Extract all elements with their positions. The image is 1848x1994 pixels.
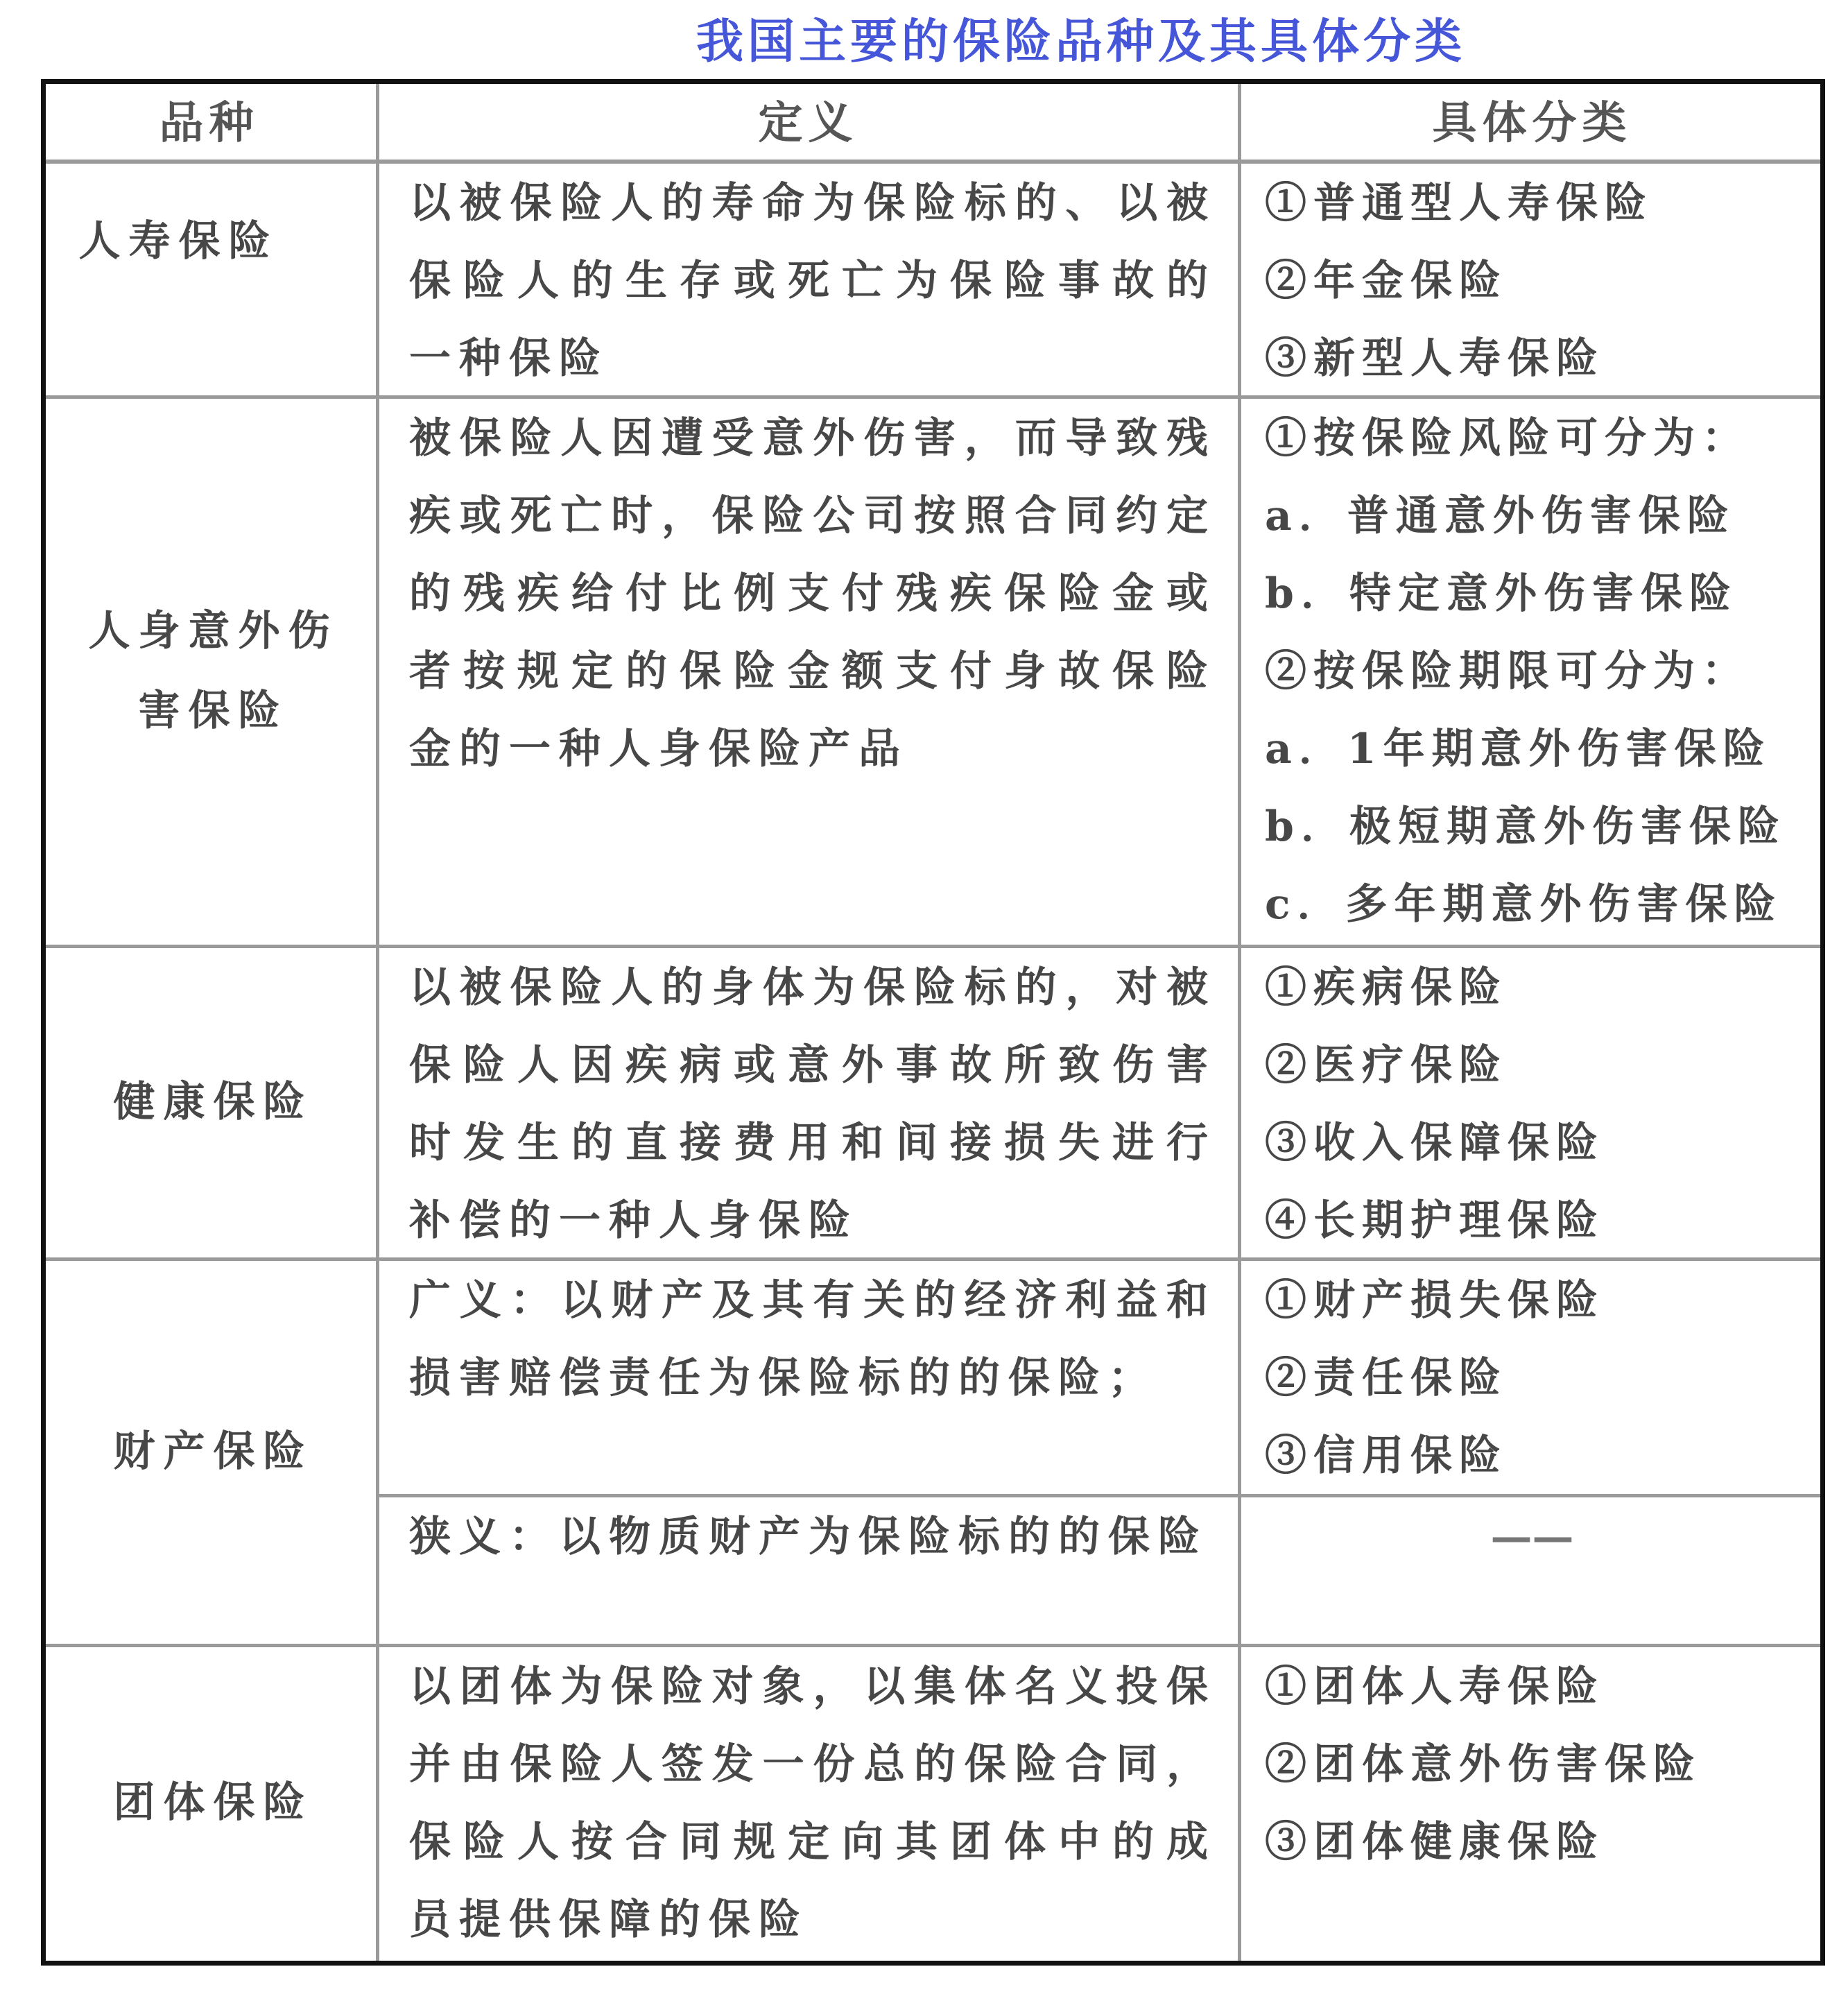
category-item: ③新型人寿保险 bbox=[1265, 334, 1605, 383]
category-item: ③收入保障保险 bbox=[1265, 1119, 1605, 1167]
table-header-categories: 具体分类 bbox=[1432, 97, 1632, 149]
type-label: 人寿保险 bbox=[78, 217, 279, 266]
category-item: a．普通意外伤害保险 bbox=[1265, 492, 1736, 540]
category-item: ①普通型人寿保险 bbox=[1265, 179, 1653, 227]
definition-line: 被保险人因遭受意外伤害，而导致残 bbox=[409, 414, 1214, 463]
definition-line: 员提供保障的保险 bbox=[409, 1896, 809, 1944]
category-item: a．1年期意外伤害保险 bbox=[1265, 725, 1772, 773]
type-label: 团体保险 bbox=[113, 1778, 313, 1827]
category-item: ②责任保险 bbox=[1265, 1354, 1508, 1402]
category-item: ②年金保险 bbox=[1265, 257, 1508, 305]
insurance-table bbox=[41, 79, 1825, 1966]
category-item: ③信用保险 bbox=[1265, 1432, 1508, 1480]
definition-line: 并由保险人签发一份总的保险合同， bbox=[409, 1740, 1214, 1789]
category-item: ①财产损失保险 bbox=[1265, 1276, 1605, 1325]
definition-line: 保险人按合同规定向其团体中的成 bbox=[409, 1818, 1214, 1866]
type-label: 健康保险 bbox=[113, 1078, 313, 1126]
page-title: 我国主要的保险品种及其具体分类 bbox=[696, 14, 1467, 69]
table-header-definition: 定义 bbox=[758, 97, 858, 149]
category-item: ④长期护理保险 bbox=[1265, 1196, 1605, 1245]
definition-line: 的残疾给付比例支付残疾保险金或 bbox=[409, 569, 1214, 618]
definition-line: 以被保险人的身体为保险标的，对被 bbox=[409, 963, 1214, 1012]
category-item: ③团体健康保险 bbox=[1265, 1818, 1605, 1866]
definition-line: 保险人因疾病或意外事故所致伤害 bbox=[409, 1041, 1214, 1090]
category-item: ①疾病保险 bbox=[1265, 963, 1508, 1012]
definition-line: 者按规定的保险金额支付身故保险 bbox=[409, 647, 1214, 696]
definition-line: 时发生的直接费用和间接损失进行 bbox=[409, 1119, 1214, 1167]
category-item: ②团体意外伤害保险 bbox=[1265, 1740, 1702, 1789]
definition-line: 广义：以财产及其有关的经济利益和 bbox=[409, 1276, 1214, 1325]
category-item: ①团体人寿保险 bbox=[1265, 1662, 1605, 1711]
categories-cell-narrow-empty: —— bbox=[1490, 1513, 1574, 1561]
type-label-line: 人身意外伤 bbox=[88, 607, 338, 655]
category-item: ②按保险期限可分为： bbox=[1265, 647, 1750, 696]
definition-line: 狭义：以物质财产为保险标的的保险 bbox=[409, 1513, 1208, 1561]
definition-line: 以被保险人的寿命为保险标的、以被 bbox=[409, 179, 1214, 227]
category-item: ①按保险风险可分为： bbox=[1265, 414, 1750, 463]
definition-line: 补偿的一种人身保险 bbox=[409, 1196, 858, 1245]
table-header-type: 品种 bbox=[159, 97, 259, 149]
definition-line: 金的一种人身保险产品 bbox=[409, 725, 908, 773]
category-item: ②医疗保险 bbox=[1265, 1041, 1508, 1090]
type-label-line: 害保险 bbox=[138, 687, 288, 735]
definition-line: 疾或死亡时，保险公司按照合同约定 bbox=[409, 492, 1214, 540]
definition-line: 损害赔偿责任为保险标的的保险； bbox=[409, 1354, 1158, 1402]
definition-line: 一种保险 bbox=[409, 334, 609, 383]
category-item: c．多年期意外伤害保险 bbox=[1265, 880, 1783, 929]
category-item: b．极短期意外伤害保险 bbox=[1265, 802, 1786, 851]
type-label: 财产保险 bbox=[113, 1427, 313, 1476]
category-item: b．特定意外伤害保险 bbox=[1265, 569, 1738, 618]
definition-line: 以团体为保险对象，以集体名义投保 bbox=[409, 1662, 1214, 1711]
definition-line: 保险人的生存或死亡为保险事故的 bbox=[409, 257, 1214, 305]
